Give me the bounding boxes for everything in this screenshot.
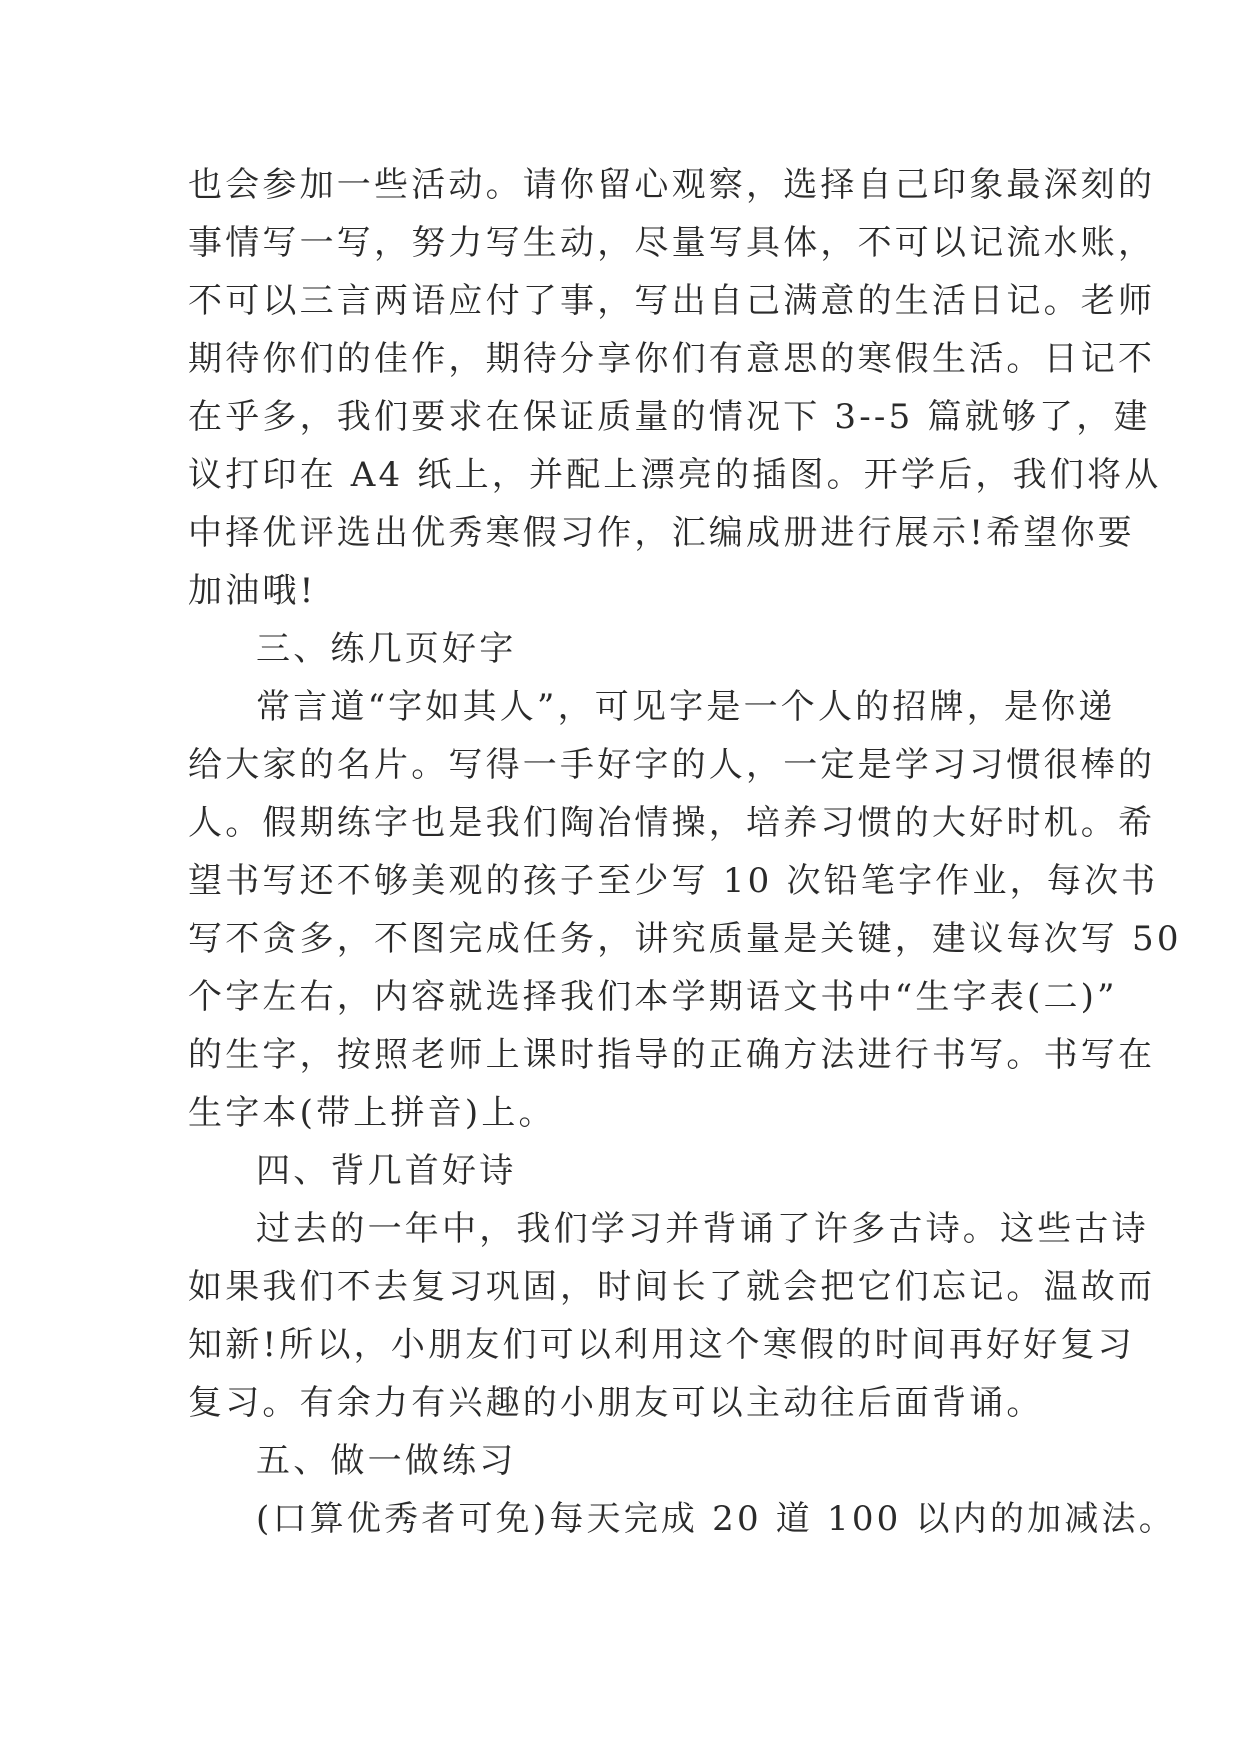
paragraph-line: 给大家的名片。写得一手好字的人，一定是学习习惯很棒的 <box>188 745 1156 785</box>
paragraph-line: 人。假期练字也是我们陶冶情操，培养习惯的大好时机。希 <box>188 803 1156 843</box>
document-body <box>188 156 1182 1548</box>
paragraph-line: 个字左右，内容就选择我们本学期语文书中“生字表(二)” <box>188 977 1118 1017</box>
paragraph-line: 也会参加一些活动。请你留心观察，选择自己印象最深刻的 <box>188 165 1156 205</box>
section-heading: 五、做一做练习 <box>256 1441 517 1481</box>
paragraph-line: 生字本(带上拼音)上。 <box>188 1093 556 1133</box>
paragraph-line: 中择优评选出优秀寒假习作，汇编成册进行展示!希望你要 <box>188 513 1135 553</box>
paragraph-line: 复习。有余力有兴趣的小朋友可以主动往后面背诵。 <box>188 1383 1044 1423</box>
paragraph-line: 在乎多，我们要求在保证质量的情况下 3--5 篇就够了，建 <box>188 397 1151 437</box>
section-heading: 四、背几首好诗 <box>256 1151 517 1191</box>
paragraph-line: 的生字，按照老师上课时指导的正确方法进行书写。书写在 <box>188 1035 1156 1075</box>
paragraph-line: 写不贪多，不图完成任务，讲究质量是关键，建议每次写 50 <box>188 919 1182 959</box>
section-heading: 三、练几页好字 <box>256 629 517 669</box>
paragraph-line: 议打印在 A4 纸上，并配上漂亮的插图。开学后，我们将从 <box>188 455 1162 495</box>
paragraph-line: 期待你们的佳作，期待分享你们有意思的寒假生活。日记不 <box>188 339 1156 379</box>
paragraph-line: 望书写还不够美观的孩子至少写 10 次铅笔字作业，每次书 <box>188 861 1159 901</box>
paragraph-line: (口算优秀者可免)每天完成 20 道 100 以内的加减法。 <box>256 1499 1176 1539</box>
paragraph-line: 不可以三言两语应付了事，写出自己满意的生活日记。老师 <box>188 281 1156 321</box>
paragraph-line: 事情写一写，努力写生动，尽量写具体，不可以记流水账， <box>188 223 1156 263</box>
paragraph-line: 如果我们不去复习巩固，时间长了就会把它们忘记。温故而 <box>188 1267 1156 1307</box>
paragraph-line: 加油哦! <box>188 571 317 611</box>
paragraph-line: 常言道“字如其人”，可见字是一个人的招牌，是你递 <box>256 687 1116 727</box>
paragraph-line: 过去的一年中，我们学习并背诵了许多古诗。这些古诗 <box>256 1209 1149 1249</box>
paragraph-line: 知新!所以，小朋友们可以利用这个寒假的时间再好好复习 <box>188 1325 1135 1365</box>
